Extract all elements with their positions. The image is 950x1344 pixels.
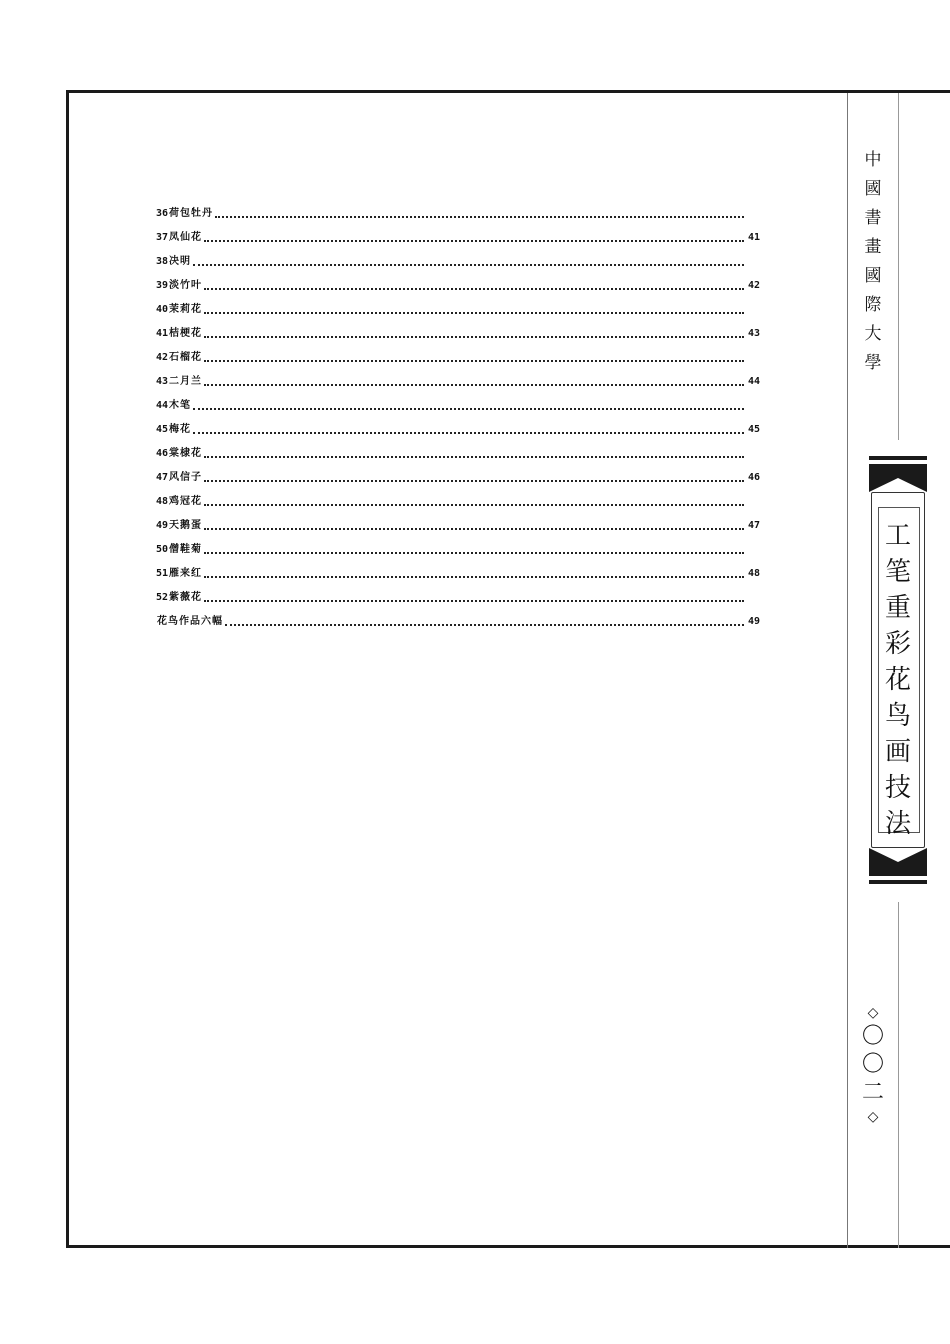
school-name-char: 書 bbox=[864, 208, 882, 228]
school-name-char: 學 bbox=[864, 353, 882, 373]
toc-row[interactable] bbox=[156, 228, 760, 252]
toc-leader-dots bbox=[204, 480, 744, 482]
toc-entry-page: 45 bbox=[747, 424, 760, 435]
toc-entry-title: 凤仙花 bbox=[169, 232, 203, 243]
toc-entry-title: 二月兰 bbox=[169, 376, 203, 387]
toc-entry-title: 木笔 bbox=[169, 400, 192, 411]
school-name-char: 畫 bbox=[864, 237, 882, 257]
toc-leader-dots bbox=[193, 264, 744, 266]
toc-entry-title: 风信子 bbox=[169, 472, 203, 483]
toc-entry-number: 47 bbox=[156, 472, 169, 483]
toc-entry-title: 石榴花 bbox=[169, 352, 203, 363]
plaque-top-bar bbox=[869, 456, 927, 460]
toc-entry-page: 41 bbox=[747, 232, 760, 243]
toc-leader-dots bbox=[204, 288, 744, 290]
toc-entry-number: 45 bbox=[156, 424, 169, 435]
toc-leader-dots bbox=[193, 432, 744, 434]
school-name-char: 中 bbox=[864, 150, 882, 170]
book-title-char: 法 bbox=[884, 809, 911, 839]
toc-entry-page: 48 bbox=[747, 568, 760, 579]
toc-entry-number: 46 bbox=[156, 448, 169, 459]
toc-leader-dots bbox=[204, 336, 744, 338]
toc-entry-title: 花鸟作品六幅 bbox=[157, 616, 223, 627]
toc-leader-dots bbox=[204, 360, 744, 362]
toc-row[interactable] bbox=[156, 396, 760, 420]
toc-row[interactable] bbox=[156, 420, 760, 444]
school-name-char: 際 bbox=[864, 295, 882, 315]
toc-entry-number: 52 bbox=[156, 592, 169, 603]
school-name-char: 國 bbox=[864, 179, 882, 199]
plaque-top-banner bbox=[869, 464, 927, 492]
toc-entry-title: 茉莉花 bbox=[169, 304, 203, 315]
toc-row[interactable] bbox=[156, 564, 760, 588]
toc-row[interactable] bbox=[156, 588, 760, 612]
toc-row[interactable] bbox=[156, 612, 760, 636]
book-title bbox=[869, 518, 927, 842]
toc-entry-title: 梅花 bbox=[169, 424, 192, 435]
toc-entry-number: 41 bbox=[156, 328, 169, 339]
toc-leader-dots bbox=[225, 624, 744, 626]
toc-entry-page: 47 bbox=[747, 520, 760, 531]
toc-entry-number: 40 bbox=[156, 304, 169, 315]
page-number bbox=[858, 1003, 888, 1127]
book-title-plaque bbox=[869, 456, 927, 884]
toc-row[interactable] bbox=[156, 372, 760, 396]
toc-row[interactable] bbox=[156, 516, 760, 540]
toc-entry-number: 36 bbox=[156, 208, 169, 219]
toc-entry-number: 39 bbox=[156, 280, 169, 291]
toc-entry-number: 37 bbox=[156, 232, 169, 243]
toc-entry-page: 46 bbox=[747, 472, 760, 483]
toc-leader-dots bbox=[204, 504, 744, 506]
toc-row[interactable] bbox=[156, 444, 760, 468]
toc-entry-number: 38 bbox=[156, 256, 169, 267]
diamond-icon: ◇ bbox=[867, 1005, 879, 1021]
page-number-digit: 〇 bbox=[861, 1052, 884, 1077]
margin-rule-left bbox=[847, 93, 848, 1248]
table-of-contents bbox=[156, 204, 760, 636]
toc-row[interactable] bbox=[156, 468, 760, 492]
toc-leader-dots bbox=[204, 312, 744, 314]
school-name-char: 大 bbox=[864, 324, 882, 344]
book-title-char: 画 bbox=[884, 737, 911, 767]
toc-entry-page: 49 bbox=[747, 616, 760, 627]
toc-entry-page: 43 bbox=[747, 328, 760, 339]
toc-leader-dots bbox=[204, 384, 744, 386]
toc-leader-dots bbox=[204, 456, 744, 458]
toc-row[interactable] bbox=[156, 204, 760, 228]
book-title-char: 花 bbox=[884, 665, 911, 695]
book-title-char: 彩 bbox=[884, 629, 911, 659]
book-title-char: 重 bbox=[884, 593, 911, 623]
toc-entry-title: 决明 bbox=[169, 256, 192, 267]
toc-row[interactable] bbox=[156, 276, 760, 300]
toc-entry-title: 天鹅蛋 bbox=[169, 520, 203, 531]
toc-entry-title: 僧鞋菊 bbox=[169, 544, 203, 555]
school-name-char: 國 bbox=[864, 266, 882, 286]
toc-entry-page: 44 bbox=[747, 376, 760, 387]
toc-entry-title: 雁来红 bbox=[169, 568, 203, 579]
toc-row[interactable] bbox=[156, 540, 760, 564]
toc-row[interactable] bbox=[156, 492, 760, 516]
book-title-char: 工 bbox=[884, 521, 911, 551]
toc-entry-number: 51 bbox=[156, 568, 169, 579]
toc-leader-dots bbox=[193, 408, 744, 410]
book-title-char: 技 bbox=[884, 773, 911, 803]
toc-entry-title: 淡竹叶 bbox=[169, 280, 203, 291]
toc-entry-title: 紫薇花 bbox=[169, 592, 203, 603]
page-number-digit: 〇 bbox=[861, 1024, 884, 1049]
toc-leader-dots bbox=[204, 528, 744, 530]
page-number-digit: 二 bbox=[861, 1080, 884, 1105]
diamond-icon: ◇ bbox=[867, 1109, 879, 1125]
toc-row[interactable] bbox=[156, 300, 760, 324]
toc-entry-number: 48 bbox=[156, 496, 169, 507]
toc-entry-page: 42 bbox=[747, 280, 760, 291]
toc-entry-number: 50 bbox=[156, 544, 169, 555]
plaque-bottom-banner bbox=[869, 848, 927, 876]
toc-entry-number: 43 bbox=[156, 376, 169, 387]
toc-leader-dots bbox=[204, 600, 744, 602]
toc-entry-number: 49 bbox=[156, 520, 169, 531]
toc-leader-dots bbox=[204, 576, 744, 578]
toc-entry-number: 42 bbox=[156, 352, 169, 363]
toc-row[interactable] bbox=[156, 324, 760, 348]
toc-entry-title: 桔梗花 bbox=[169, 328, 203, 339]
toc-leader-dots bbox=[215, 216, 744, 218]
toc-leader-dots bbox=[204, 240, 744, 242]
plaque-bottom-bar bbox=[869, 880, 927, 884]
toc-leader-dots bbox=[204, 552, 744, 554]
toc-entry-title: 鸡冠花 bbox=[169, 496, 203, 507]
book-title-char: 笔 bbox=[884, 557, 911, 587]
toc-entry-number: 44 bbox=[156, 400, 169, 411]
sidebar-school-name bbox=[857, 146, 889, 378]
toc-entry-title: 荷包牡丹 bbox=[169, 208, 214, 219]
toc-row[interactable] bbox=[156, 252, 760, 276]
toc-row[interactable] bbox=[156, 348, 760, 372]
toc-entry-title: 棠棣花 bbox=[169, 448, 203, 459]
book-title-char: 鸟 bbox=[884, 701, 911, 731]
